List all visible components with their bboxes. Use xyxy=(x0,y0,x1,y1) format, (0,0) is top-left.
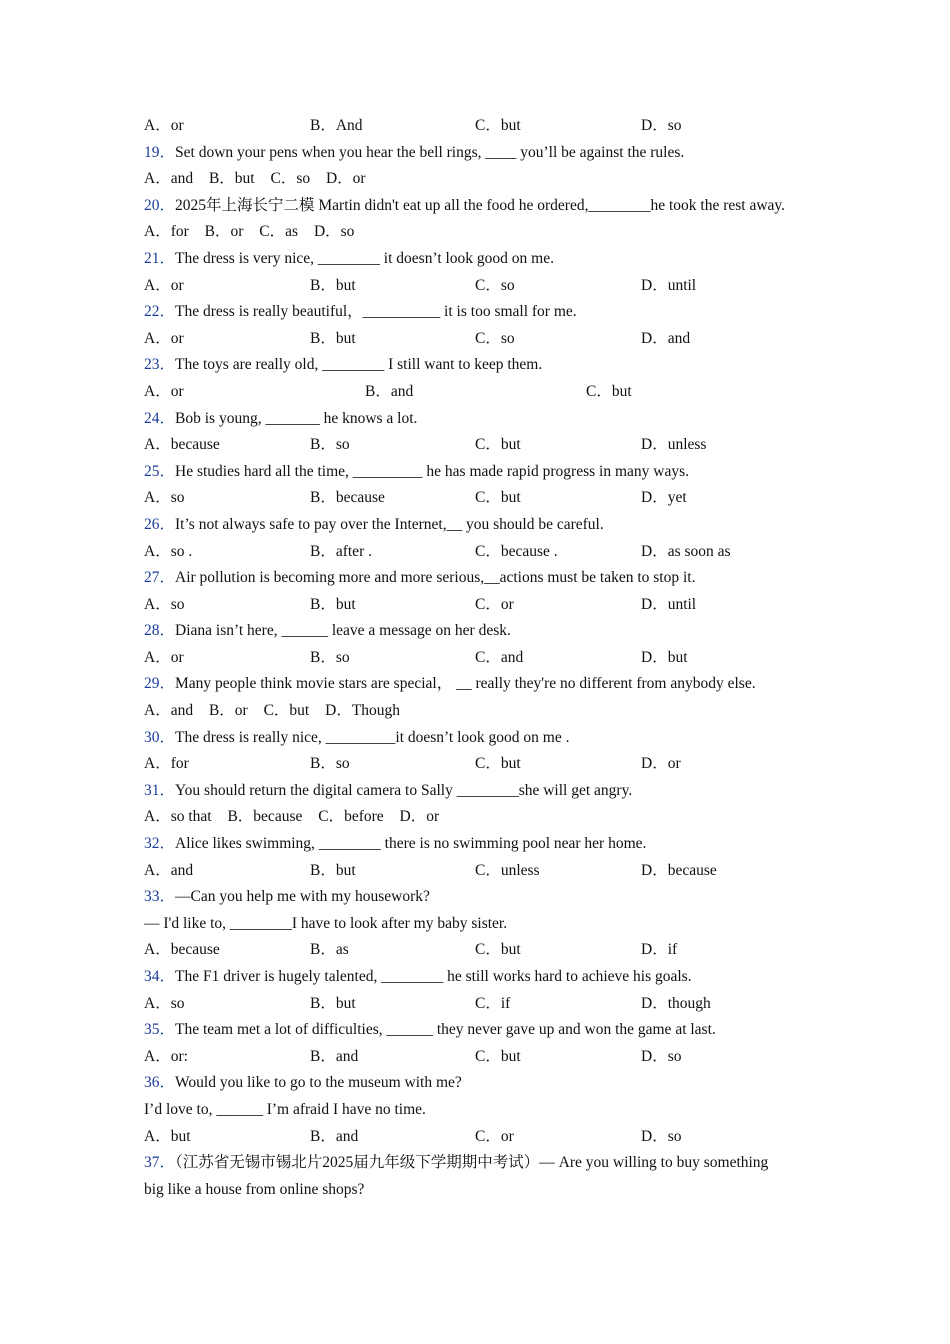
option-c: C．but xyxy=(475,117,521,134)
option-d: D．Though xyxy=(325,702,401,720)
option-a: A．because xyxy=(144,436,220,454)
question-text: Diana isn’t here, ______ leave a message on her desk. xyxy=(175,622,511,640)
question-number: 28． xyxy=(144,622,176,640)
option-a: A．or: xyxy=(144,1047,188,1065)
option-a: A．so xyxy=(144,489,185,507)
question-number: 31． xyxy=(144,781,176,799)
question-36 xyxy=(144,1070,824,1097)
option-d: D．so xyxy=(641,117,682,134)
option-c: C．or xyxy=(475,1127,514,1145)
option-c: C．because . xyxy=(475,542,558,560)
option-b: B．And xyxy=(310,117,363,134)
question-19 xyxy=(144,140,824,167)
option-d: D．if xyxy=(641,941,678,959)
question-number: 22． xyxy=(144,303,176,321)
question-text: Bob is young, _______ he knows a lot. xyxy=(175,409,418,427)
option-a: A．so . xyxy=(144,542,193,560)
question-number: 27． xyxy=(144,569,176,587)
question-number: 30． xyxy=(144,728,176,746)
question-number: 25． xyxy=(144,462,176,480)
option-c: C．but xyxy=(263,702,310,720)
option-d: D．though xyxy=(641,994,711,1012)
question-number: 24． xyxy=(144,409,176,427)
question-number: 19． xyxy=(144,143,176,161)
options-q21 xyxy=(144,273,824,300)
option-a: A．for xyxy=(144,223,189,241)
options-q35 xyxy=(144,1044,824,1071)
option-d: D．so xyxy=(641,1127,682,1145)
option-a: A．and xyxy=(144,861,194,879)
question-37 xyxy=(144,1150,784,1203)
question-31 xyxy=(144,778,824,805)
option-b: B．but xyxy=(310,994,356,1012)
option-b: B．because xyxy=(310,489,385,507)
option-c: C．but xyxy=(475,941,521,959)
option-c: C．but xyxy=(586,382,632,400)
options-q24 xyxy=(144,432,824,459)
question-28 xyxy=(144,618,824,645)
question-text: The F1 driver is hugely talented, ________ he still works hard to achieve his goals. xyxy=(175,968,692,985)
option-c: C．as xyxy=(259,223,299,241)
option-c: C．but xyxy=(475,436,521,454)
question-text: Alice likes swimming, ________ there is no swimming pool near her home. xyxy=(175,835,647,853)
question-text: Many people think movie stars are special， __ really they're no different from anybody else. xyxy=(175,675,756,693)
option-c: C．or xyxy=(475,595,514,613)
options-q25 xyxy=(144,485,824,512)
question-25 xyxy=(144,459,824,486)
option-a: A．or xyxy=(144,382,184,400)
option-c: C．unless xyxy=(475,861,540,879)
question-29 xyxy=(144,671,824,698)
option-b: B．but xyxy=(208,170,255,188)
option-d: D．because xyxy=(641,861,717,879)
question-text: The team met a lot of difficulties, ______ they never gave up and won the game at last. xyxy=(175,1021,716,1039)
option-a: A．or xyxy=(144,648,184,666)
question-text: You should return the digital camera to Sally ________she will get angry. xyxy=(175,781,633,799)
option-c: C．so xyxy=(475,329,515,347)
option-b: B．after . xyxy=(310,542,372,560)
option-d: D．but xyxy=(641,648,688,666)
question-number: 37． xyxy=(144,1154,176,1172)
option-a: A．and xyxy=(144,170,194,188)
options-q27 xyxy=(144,592,824,619)
question-number: 26． xyxy=(144,515,176,533)
option-d: D．as soon as xyxy=(641,542,731,560)
options-q18 xyxy=(144,113,824,140)
question-35 xyxy=(144,1017,824,1044)
question-34 xyxy=(144,964,824,991)
options-q29 xyxy=(144,698,824,725)
option-a: A．or xyxy=(144,276,184,294)
option-b: B．because xyxy=(227,808,303,826)
question-text: Set down your pens when you hear the bell rings, ____ you’ll be against the rules. xyxy=(175,143,685,161)
option-c: C．so xyxy=(475,276,515,294)
question-text: The dress is really nice, _________it doesn’t look good on me . xyxy=(175,728,570,746)
option-b: B．and xyxy=(310,1127,359,1145)
question-text: Would you like to go to the museum with me? xyxy=(175,1074,462,1092)
question-20 xyxy=(144,193,804,220)
question-30 xyxy=(144,725,824,752)
question-33 xyxy=(144,884,824,911)
question-36-reply: I’d love to, ______ I’m afraid I have no time. xyxy=(144,1100,426,1118)
question-number: 29． xyxy=(144,675,176,693)
option-b: B．but xyxy=(310,276,356,294)
question-21 xyxy=(144,246,824,273)
question-number: 20． xyxy=(144,196,176,214)
question-text: （江苏省无锡市锡北片2025届九年级下学期期中考试）— Are you willing to buy something big like a house from online shops? xyxy=(144,1154,769,1198)
options-q22 xyxy=(144,326,824,353)
option-d: D．or xyxy=(641,755,681,773)
option-b: B．and xyxy=(310,1047,359,1065)
option-d: D．or xyxy=(325,170,366,188)
question-text: The dress is very nice, ________ it doesn’t look good on me. xyxy=(175,249,554,267)
option-d: D．so xyxy=(313,223,355,241)
option-d: D．yet xyxy=(641,489,687,507)
option-a: A．for xyxy=(144,755,189,773)
option-c: C．so xyxy=(270,170,311,188)
options-q26 xyxy=(144,539,824,566)
option-a: A．but xyxy=(144,1127,191,1145)
question-26 xyxy=(144,512,824,539)
option-c: C．and xyxy=(475,648,524,666)
question-sheet xyxy=(144,113,824,1203)
option-c: C．but xyxy=(475,755,521,773)
question-number: 34． xyxy=(144,968,176,985)
option-d: D．until xyxy=(641,595,697,613)
options-q28 xyxy=(144,645,824,672)
question-text: The toys are really old, ________ I still want to keep them. xyxy=(175,356,543,374)
question-number: 33． xyxy=(144,888,176,906)
option-a: A．or xyxy=(144,117,184,134)
question-text: He studies hard all the time, _________ he has made rapid progress in many ways. xyxy=(175,462,689,480)
option-b: B．and xyxy=(365,382,414,400)
option-b: B．but xyxy=(310,861,356,879)
option-d: D．and xyxy=(641,329,691,347)
options-q19 xyxy=(144,166,824,193)
option-b: B．or xyxy=(208,702,248,720)
question-22 xyxy=(144,299,824,326)
question-number: 21． xyxy=(144,249,176,267)
options-q20 xyxy=(144,219,824,246)
options-q36 xyxy=(144,1124,824,1151)
options-q34 xyxy=(144,991,824,1018)
option-b: B．as xyxy=(310,941,349,959)
option-d: D．unless xyxy=(641,436,707,454)
question-text: The dress is really beautiful，__________ it is too small for me. xyxy=(175,303,577,321)
option-d: D．so xyxy=(641,1047,682,1065)
option-c: C．before xyxy=(318,808,384,826)
options-q31 xyxy=(144,804,824,831)
option-a: A．so xyxy=(144,994,185,1012)
option-a: A．and xyxy=(144,702,194,720)
question-32 xyxy=(144,831,824,858)
question-text: It’s not always safe to pay over the Internet,__ you should be careful. xyxy=(175,515,604,533)
option-b: B．so xyxy=(310,436,350,454)
option-b: B．but xyxy=(310,595,356,613)
question-24 xyxy=(144,406,824,433)
question-number: 35． xyxy=(144,1021,176,1039)
options-q33 xyxy=(144,937,824,964)
option-d: D．until xyxy=(641,276,697,294)
option-c: C．but xyxy=(475,489,521,507)
option-d: D．or xyxy=(399,808,440,826)
option-a: A．so xyxy=(144,595,185,613)
question-number: 36． xyxy=(144,1074,176,1092)
question-33-reply: — I'd like to, ________I have to look after my baby sister. xyxy=(144,914,508,932)
option-a: A．because xyxy=(144,941,220,959)
option-b: B．or xyxy=(204,223,244,241)
question-text: Air pollution is becoming more and more serious,__actions must be taken to stop it. xyxy=(175,569,696,587)
option-b: B．so xyxy=(310,755,350,773)
option-c: C．if xyxy=(475,994,511,1012)
option-a: A．or xyxy=(144,329,184,347)
question-27 xyxy=(144,565,824,592)
option-b: B．so xyxy=(310,648,350,666)
question-number: 23． xyxy=(144,356,176,374)
options-q30 xyxy=(144,751,824,778)
options-q23 xyxy=(144,379,824,406)
option-c: C．but xyxy=(475,1047,521,1065)
option-a: A．so that xyxy=(144,808,212,826)
question-text: 2025年上海长宁二模 Martin didn't eat up all the food he ordered,________he took the rest away. xyxy=(175,196,786,214)
question-23 xyxy=(144,352,824,379)
question-number: 32． xyxy=(144,835,176,853)
options-q32 xyxy=(144,858,824,885)
option-b: B．but xyxy=(310,329,356,347)
question-text: —Can you help me with my housework? xyxy=(175,888,430,906)
